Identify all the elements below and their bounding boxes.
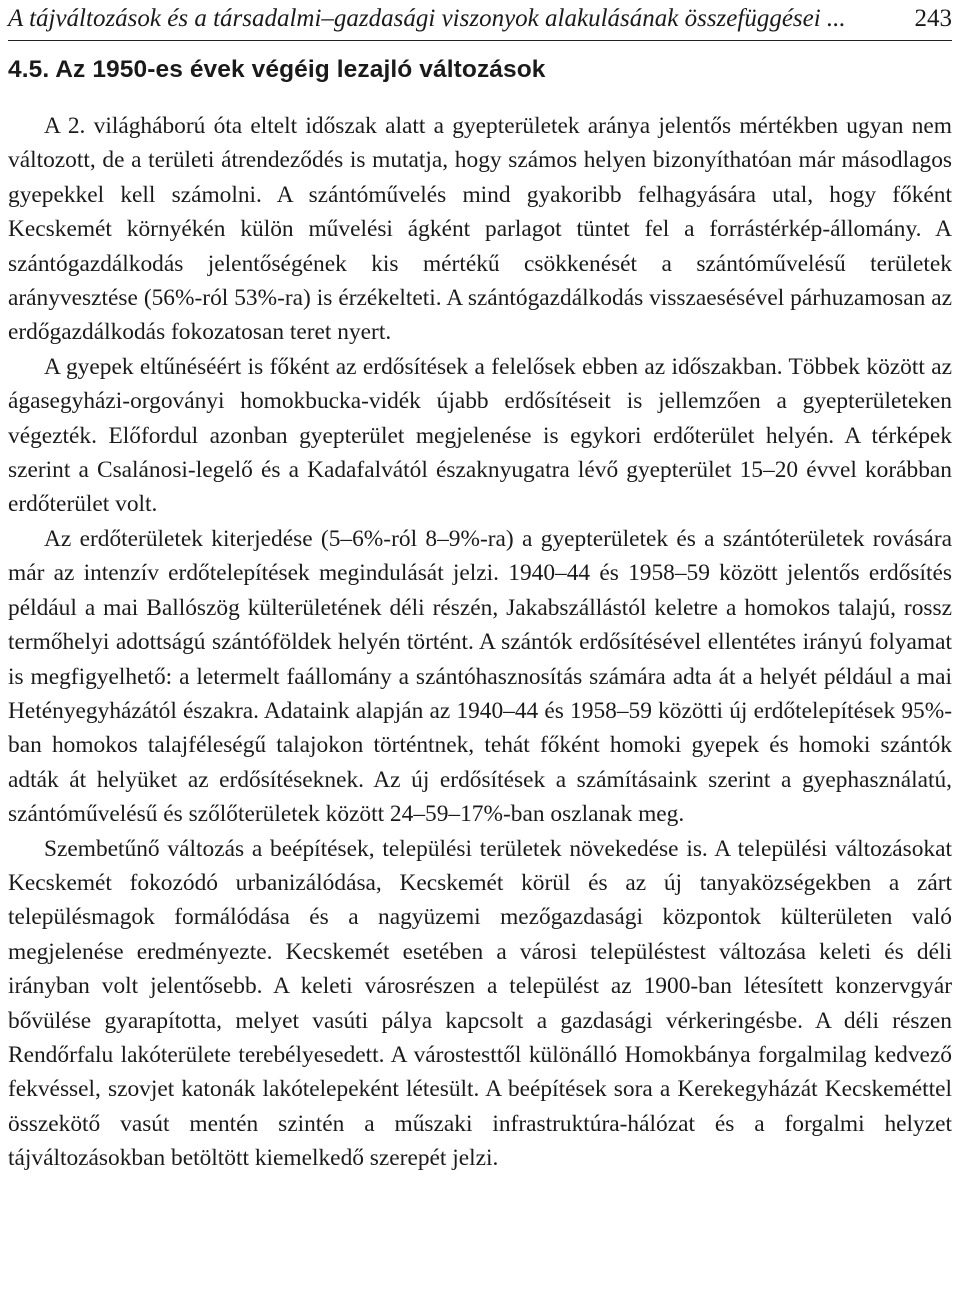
paragraph-4: Szembetűnő változás a beépítések, települési területek növekedése is. A települési változásokat Kecskemét fokozódó urbanizálódása, Kecskemét körül és az új tanyaközségekben a zárt településmagok formálódása és a nagyüzemi mezőgazdasági központok külterületen való megjelenése eredményezte. Kecskemét esetében a városi településtest változása keleti és déli irányban volt jelentősebb. A keleti városrészen a települést az 1900-ban létesített konzervgyár bővülése gyarapította, melyet vasúti pálya kapcsolt a gazdasági vérkeringésbe. A déli részen Rendőrfalu lakóterülete terebélyesedett. A várostesttől különálló Homokbánya forgalmilag kedvező fekvéssel, szovjet katonák lakótelepeként létesült. A beépítések sora a Kerekegyházát Kecskeméttel összekötő vasút mentén szintén a műszaki infrastruktúra-hálózat és a forgalmi helyzet tájváltozásokban betöltött kiemelkedő szerepét jelzi. — [8, 835, 952, 1172]
paragraph-2: A gyepek eltűnéséért is főként az erdősítések a felelősek ebben az időszakban. Többek között az ágasegyházi-orgoványi homokbucka-vidék újabb erdősítéseit is jellemzően a gyepterületeken végezték. Előfordul azonban gyepterület megjelenése is egykori erdőterület helyén. A térképek szerint a Csalánosi-legelő és a Kadafalvától északnyugatra lévő gyepterület 15–20 évvel korábban erdőterület volt. — [8, 353, 952, 518]
paragraph-1: A 2. világháború óta eltelt időszak alatt a gyepterületek aránya jelentős mértékben ugyan nem változott, de a területi átrendeződés is mutatja, hogy számos helyen bizonyíthatóan már másodlagos gyepekkel kell számolni. A szántóművelés mind gyakoribb felhagyására utal, hogy főként Kecskemét környékén külön művelési ágként parlagot tüntet fel a forrástérkép-állomány. A szántógazdálkodás jelentőségének kis mértékű csökkenését a szántóművelésű területek arányvesztése (56%-ról 53%-ra) is érzékelteti. A szántógazdálkodás visszaesésével párhuzamosan az erdőgazdálkodás fokozatosan teret nyert. — [8, 113, 952, 346]
page-number: 243 — [914, 5, 952, 32]
running-header — [8, 0, 952, 41]
section-heading: 4.5. Az 1950-es évek végéig lezajló változások — [8, 56, 546, 83]
running-title: A tájváltozások és a társadalmi–gazdasági viszonyok alakulásának összefüggései ... — [8, 5, 846, 32]
body-text — [8, 109, 952, 1176]
paragraph-3: Az erdőterületek kiterjedése (5–6%-ról 8–9%-ra) a gyepterületek és a szántóterületek rovására már az intenzív erdőtelepítések megindulását jelzi. 1940–44 és 1958–59 között jelentős erdősítés például a mai Ballószög külterületének déli részén, Jakabszállástól keletre a homokos talajú, rossz termőhelyi adottságú szántóföldek helyén történt. A szántók erdősítésével ellentétes irányú folyamat is megfigyelhető: a letermelt faállomány a szántóhasznosítás számára adta át a helyét például a mai Hetényegyházától északra. Adataink alapján az 1940–44 és 1958–59 közötti új erdőtelepítések 95%-ban homokos talajféleségű talajokon történtnek, tehát főként homoki gyepek és homoki szántók adták át helyüket az erdősítéseknek. Az új erdősítések a számításaink szerint a gyephasználatú, szántóművelésű és szőlőterületek között 24–59–17%-ban oszlanak meg. — [8, 525, 952, 828]
document-page — [8, 0, 952, 1176]
